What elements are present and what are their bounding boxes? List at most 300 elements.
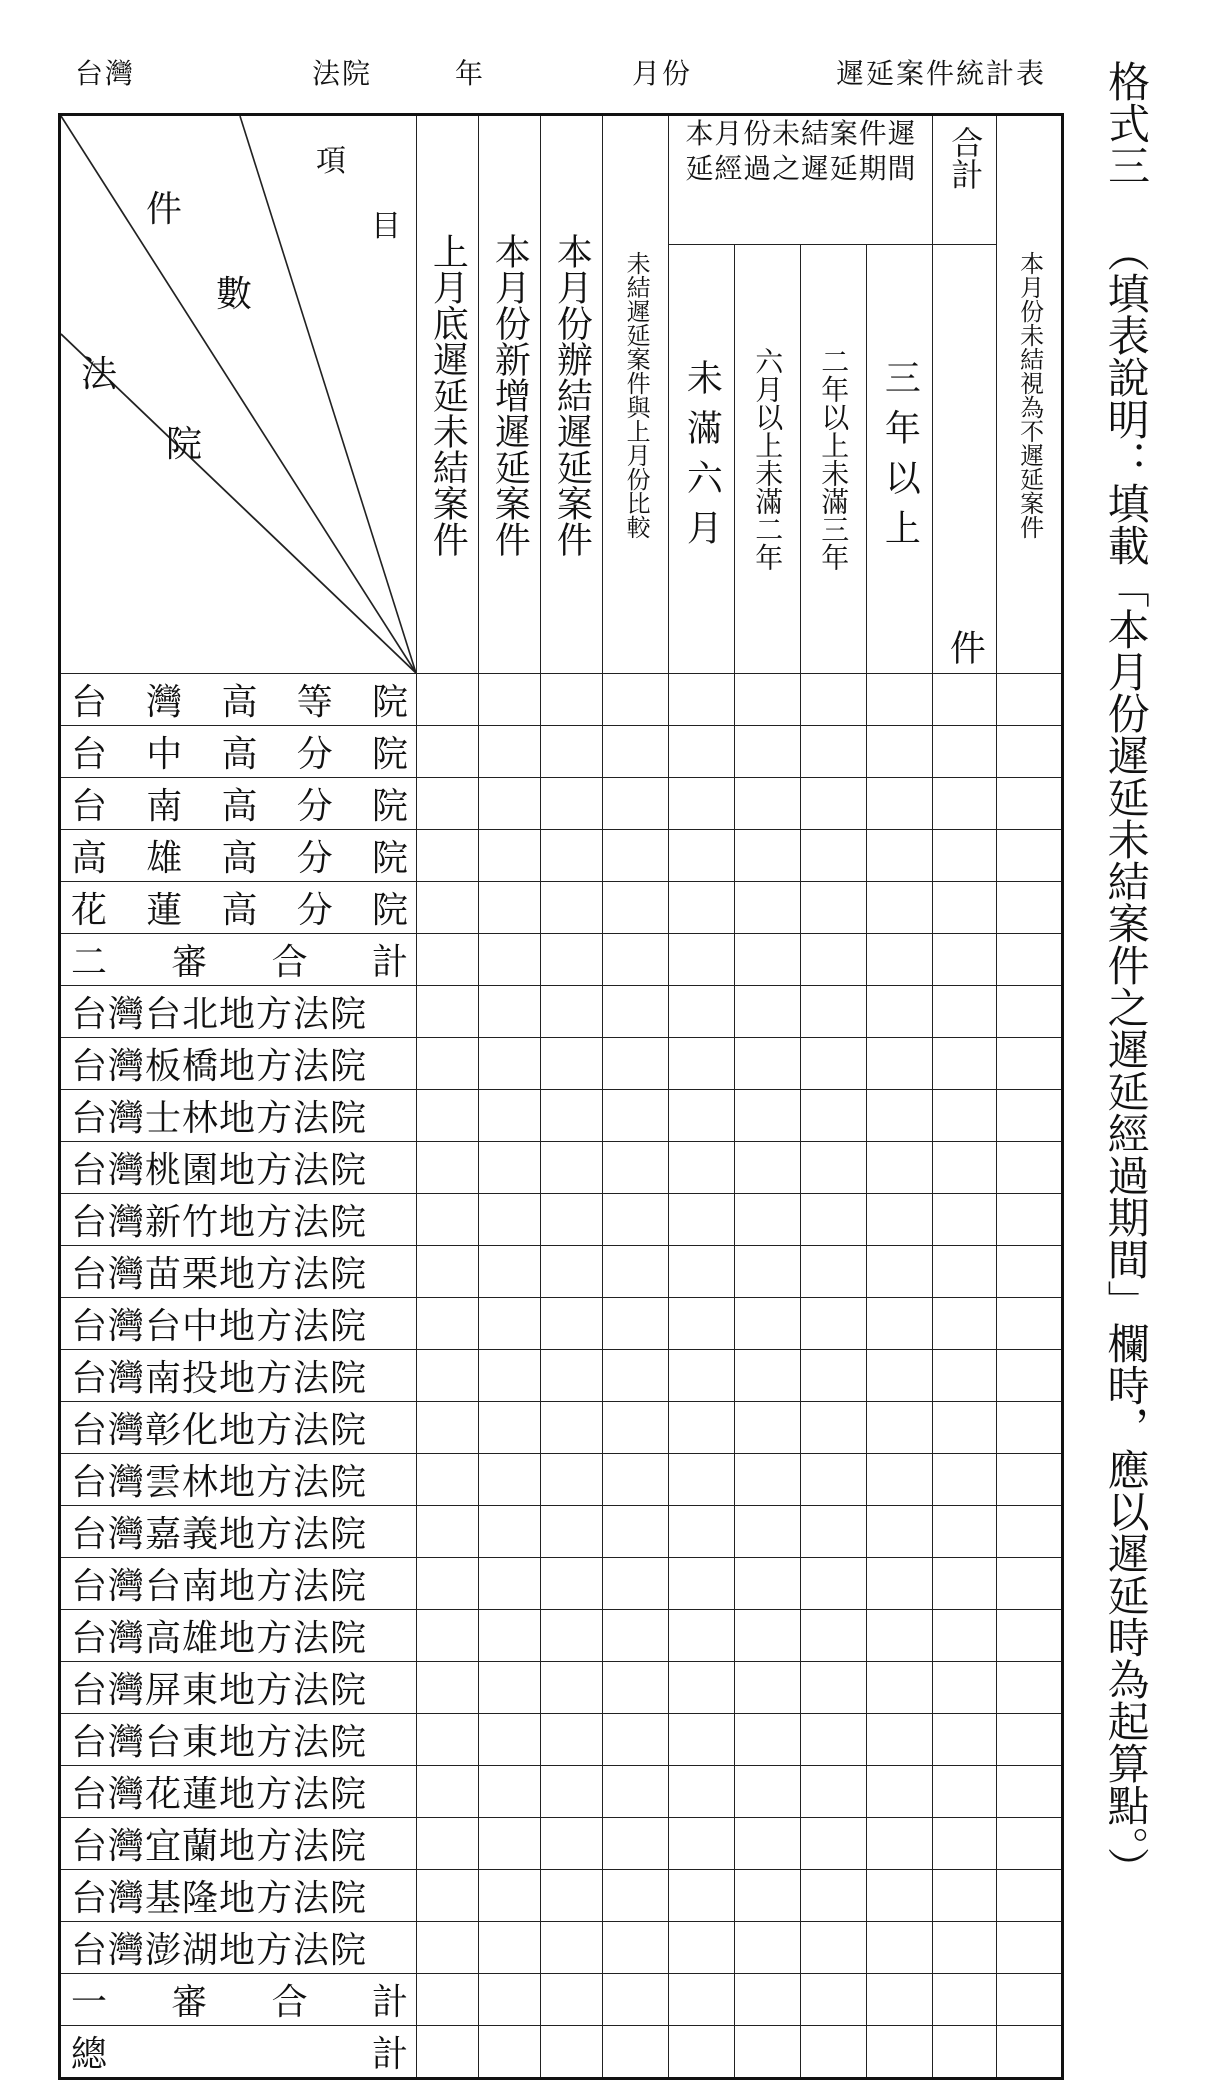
data-cell[interactable] bbox=[997, 1246, 1063, 1298]
data-cell[interactable] bbox=[479, 1402, 541, 1454]
data-cell[interactable] bbox=[735, 1922, 801, 1974]
data-cell[interactable] bbox=[479, 934, 541, 986]
data-cell[interactable] bbox=[867, 726, 933, 778]
data-cell[interactable] bbox=[997, 1714, 1063, 1766]
data-cell[interactable] bbox=[479, 1922, 541, 1974]
data-cell[interactable] bbox=[603, 1402, 669, 1454]
data-cell[interactable] bbox=[997, 778, 1063, 830]
data-cell[interactable] bbox=[669, 986, 735, 1038]
data-cell[interactable] bbox=[735, 1402, 801, 1454]
data-cell[interactable] bbox=[801, 726, 867, 778]
data-cell[interactable] bbox=[997, 986, 1063, 1038]
data-cell[interactable] bbox=[867, 1818, 933, 1870]
data-cell[interactable] bbox=[933, 1610, 997, 1662]
data-cell[interactable] bbox=[735, 1974, 801, 2026]
data-cell[interactable] bbox=[933, 934, 997, 986]
data-cell[interactable] bbox=[933, 1558, 997, 1610]
data-cell[interactable] bbox=[603, 1298, 669, 1350]
data-cell[interactable] bbox=[933, 1506, 997, 1558]
data-cell[interactable] bbox=[603, 1558, 669, 1610]
data-cell[interactable] bbox=[603, 830, 669, 882]
data-cell[interactable] bbox=[669, 934, 735, 986]
data-cell[interactable] bbox=[541, 830, 603, 882]
data-cell[interactable] bbox=[735, 726, 801, 778]
data-cell[interactable] bbox=[801, 1870, 867, 1922]
data-cell[interactable] bbox=[479, 830, 541, 882]
data-cell[interactable] bbox=[933, 1194, 997, 1246]
form-title: 遲延案件統計表 bbox=[836, 57, 1047, 90]
data-cell[interactable] bbox=[997, 1038, 1063, 1090]
data-cell[interactable] bbox=[541, 1922, 603, 1974]
data-cell[interactable] bbox=[541, 726, 603, 778]
data-cell[interactable] bbox=[801, 1298, 867, 1350]
row-label-char: 南 bbox=[146, 786, 183, 827]
row-label-char: 計 bbox=[371, 1982, 408, 2023]
data-cell[interactable] bbox=[867, 1194, 933, 1246]
data-cell[interactable] bbox=[479, 1766, 541, 1818]
data-cell[interactable] bbox=[417, 1194, 479, 1246]
row-label: 台灣桃園地方法院 bbox=[60, 1142, 417, 1194]
data-cell[interactable] bbox=[479, 1350, 541, 1402]
data-cell[interactable] bbox=[735, 830, 801, 882]
data-cell[interactable] bbox=[933, 1662, 997, 1714]
data-cell[interactable] bbox=[801, 778, 867, 830]
data-cell[interactable] bbox=[867, 1350, 933, 1402]
data-cell[interactable] bbox=[933, 1974, 997, 2026]
data-cell[interactable] bbox=[735, 882, 801, 934]
data-cell[interactable] bbox=[867, 1766, 933, 1818]
data-cell[interactable] bbox=[801, 2026, 867, 2079]
data-cell[interactable] bbox=[867, 778, 933, 830]
row-label: 台灣澎湖地方法院 bbox=[60, 1922, 417, 1974]
data-cell[interactable] bbox=[603, 934, 669, 986]
data-cell[interactable] bbox=[867, 1142, 933, 1194]
row-label-char: 分 bbox=[296, 838, 333, 879]
data-cell[interactable] bbox=[735, 1246, 801, 1298]
data-cell[interactable] bbox=[997, 1870, 1063, 1922]
data-cell[interactable] bbox=[933, 830, 997, 882]
data-cell[interactable] bbox=[867, 674, 933, 726]
data-cell[interactable] bbox=[541, 986, 603, 1038]
data-cell[interactable] bbox=[801, 1194, 867, 1246]
data-cell[interactable] bbox=[735, 1090, 801, 1142]
data-cell[interactable] bbox=[603, 1610, 669, 1662]
data-cell[interactable] bbox=[603, 1922, 669, 1974]
table-row bbox=[60, 1402, 1063, 1454]
data-cell[interactable] bbox=[933, 1870, 997, 1922]
corner-count2: 數 bbox=[216, 274, 253, 315]
data-cell[interactable] bbox=[735, 778, 801, 830]
data-cell[interactable] bbox=[479, 2026, 541, 2079]
data-cell[interactable] bbox=[603, 1194, 669, 1246]
data-cell[interactable] bbox=[735, 1662, 801, 1714]
data-cell[interactable] bbox=[417, 986, 479, 1038]
data-cell[interactable] bbox=[933, 778, 997, 830]
data-cell[interactable] bbox=[541, 1558, 603, 1610]
data-cell[interactable] bbox=[541, 1454, 603, 1506]
row-label-char: 院 bbox=[371, 682, 408, 723]
data-cell[interactable] bbox=[417, 1662, 479, 1714]
data-cell[interactable] bbox=[479, 1454, 541, 1506]
data-cell[interactable] bbox=[541, 1818, 603, 1870]
data-cell[interactable] bbox=[541, 1298, 603, 1350]
data-cell[interactable] bbox=[417, 726, 479, 778]
data-cell[interactable] bbox=[735, 674, 801, 726]
data-cell[interactable] bbox=[867, 1870, 933, 1922]
data-cell[interactable] bbox=[603, 726, 669, 778]
data-cell[interactable] bbox=[735, 1350, 801, 1402]
data-cell[interactable] bbox=[933, 1298, 997, 1350]
data-cell[interactable] bbox=[997, 1402, 1063, 1454]
data-cell[interactable] bbox=[801, 1610, 867, 1662]
data-cell[interactable] bbox=[997, 674, 1063, 726]
data-cell[interactable] bbox=[669, 1558, 735, 1610]
data-cell[interactable] bbox=[603, 1662, 669, 1714]
data-cell[interactable] bbox=[417, 1298, 479, 1350]
data-cell[interactable] bbox=[669, 1922, 735, 1974]
data-cell[interactable] bbox=[735, 1766, 801, 1818]
data-cell[interactable] bbox=[541, 1038, 603, 1090]
data-cell[interactable] bbox=[541, 1402, 603, 1454]
data-cell[interactable] bbox=[801, 1558, 867, 1610]
data-cell[interactable] bbox=[417, 1922, 479, 1974]
data-cell[interactable] bbox=[479, 986, 541, 1038]
data-cell[interactable] bbox=[997, 1298, 1063, 1350]
data-cell[interactable] bbox=[603, 1350, 669, 1402]
data-cell[interactable] bbox=[867, 882, 933, 934]
data-cell[interactable] bbox=[603, 1870, 669, 1922]
data-cell[interactable] bbox=[603, 882, 669, 934]
data-cell[interactable] bbox=[541, 1090, 603, 1142]
data-cell[interactable] bbox=[541, 1350, 603, 1402]
data-cell[interactable] bbox=[479, 1298, 541, 1350]
data-cell[interactable] bbox=[735, 986, 801, 1038]
data-cell[interactable] bbox=[417, 1142, 479, 1194]
data-cell[interactable] bbox=[541, 1766, 603, 1818]
data-cell[interactable] bbox=[603, 1506, 669, 1558]
data-cell[interactable] bbox=[669, 1506, 735, 1558]
data-cell[interactable] bbox=[417, 1246, 479, 1298]
data-cell[interactable] bbox=[603, 2026, 669, 2079]
data-cell[interactable] bbox=[603, 1766, 669, 1818]
data-cell[interactable] bbox=[933, 1922, 997, 1974]
data-cell[interactable] bbox=[867, 1246, 933, 1298]
data-cell[interactable] bbox=[479, 1142, 541, 1194]
data-cell[interactable] bbox=[417, 830, 479, 882]
row-label bbox=[60, 934, 417, 986]
data-cell[interactable] bbox=[933, 726, 997, 778]
data-cell[interactable] bbox=[997, 1922, 1063, 1974]
data-cell[interactable] bbox=[997, 1818, 1063, 1870]
data-cell[interactable] bbox=[479, 1974, 541, 2026]
data-cell[interactable] bbox=[669, 674, 735, 726]
data-cell[interactable] bbox=[417, 934, 479, 986]
row-label-char: 院 bbox=[371, 890, 408, 931]
data-cell[interactable] bbox=[669, 1402, 735, 1454]
data-cell[interactable] bbox=[801, 674, 867, 726]
data-cell[interactable] bbox=[479, 882, 541, 934]
data-cell[interactable] bbox=[479, 1558, 541, 1610]
data-cell[interactable] bbox=[801, 1714, 867, 1766]
data-cell[interactable] bbox=[735, 1194, 801, 1246]
data-cell[interactable] bbox=[735, 1038, 801, 1090]
data-cell[interactable] bbox=[735, 1818, 801, 1870]
data-cell[interactable] bbox=[801, 1090, 867, 1142]
data-cell[interactable] bbox=[669, 1350, 735, 1402]
data-cell[interactable] bbox=[867, 1090, 933, 1142]
row-label-char: 合 bbox=[271, 942, 308, 983]
data-cell[interactable] bbox=[669, 1246, 735, 1298]
data-cell[interactable] bbox=[801, 1506, 867, 1558]
data-cell[interactable] bbox=[479, 1818, 541, 1870]
data-cell[interactable] bbox=[735, 1506, 801, 1558]
data-cell[interactable] bbox=[801, 1818, 867, 1870]
data-cell[interactable] bbox=[479, 726, 541, 778]
data-cell[interactable] bbox=[417, 1766, 479, 1818]
data-cell[interactable] bbox=[801, 1454, 867, 1506]
data-cell[interactable] bbox=[417, 1350, 479, 1402]
data-cell[interactable] bbox=[669, 1766, 735, 1818]
data-cell[interactable] bbox=[997, 1766, 1063, 1818]
data-cell[interactable] bbox=[541, 1870, 603, 1922]
data-cell[interactable] bbox=[603, 986, 669, 1038]
data-cell[interactable] bbox=[603, 778, 669, 830]
table-row bbox=[60, 1090, 1063, 1142]
data-cell[interactable] bbox=[669, 1142, 735, 1194]
data-cell[interactable] bbox=[479, 1194, 541, 1246]
data-cell[interactable] bbox=[479, 778, 541, 830]
data-cell[interactable] bbox=[933, 1402, 997, 1454]
data-cell[interactable] bbox=[541, 1714, 603, 1766]
row-label bbox=[60, 1974, 417, 2026]
data-cell[interactable] bbox=[801, 1402, 867, 1454]
data-cell[interactable] bbox=[417, 1974, 479, 2026]
data-cell[interactable] bbox=[417, 1870, 479, 1922]
data-cell[interactable] bbox=[997, 726, 1063, 778]
data-cell[interactable] bbox=[541, 1506, 603, 1558]
data-cell[interactable] bbox=[933, 1142, 997, 1194]
data-cell[interactable] bbox=[417, 1558, 479, 1610]
data-cell[interactable] bbox=[541, 934, 603, 986]
data-cell[interactable] bbox=[603, 1974, 669, 2026]
data-cell[interactable] bbox=[933, 1766, 997, 1818]
col-under-6-months: 未滿六月 bbox=[669, 245, 735, 674]
data-cell[interactable] bbox=[801, 1974, 867, 2026]
data-cell[interactable] bbox=[669, 1454, 735, 1506]
data-cell[interactable] bbox=[933, 1038, 997, 1090]
data-cell[interactable] bbox=[997, 1974, 1063, 2026]
data-cell[interactable] bbox=[997, 1142, 1063, 1194]
col-new-delayed: 本月份新增遲延案件 bbox=[479, 115, 541, 674]
data-cell[interactable] bbox=[933, 1818, 997, 1870]
data-cell[interactable] bbox=[801, 1038, 867, 1090]
data-cell[interactable] bbox=[603, 1090, 669, 1142]
data-cell[interactable] bbox=[867, 1402, 933, 1454]
data-cell[interactable] bbox=[541, 778, 603, 830]
data-cell[interactable] bbox=[997, 1194, 1063, 1246]
data-cell[interactable] bbox=[541, 1142, 603, 1194]
data-cell[interactable] bbox=[867, 1298, 933, 1350]
data-cell[interactable] bbox=[867, 934, 933, 986]
data-cell[interactable] bbox=[669, 1818, 735, 1870]
data-cell[interactable] bbox=[417, 2026, 479, 2079]
data-cell[interactable] bbox=[933, 1714, 997, 1766]
data-cell[interactable] bbox=[541, 1194, 603, 1246]
data-cell[interactable] bbox=[997, 1454, 1063, 1506]
data-cell[interactable] bbox=[417, 778, 479, 830]
data-cell[interactable] bbox=[997, 1610, 1063, 1662]
data-cell[interactable] bbox=[867, 2026, 933, 2079]
data-cell[interactable] bbox=[603, 1246, 669, 1298]
data-cell[interactable] bbox=[997, 1662, 1063, 1714]
header-month: 月份 bbox=[632, 57, 693, 90]
data-cell[interactable] bbox=[735, 1558, 801, 1610]
data-cell[interactable] bbox=[479, 1246, 541, 1298]
data-cell[interactable] bbox=[933, 1090, 997, 1142]
data-cell[interactable] bbox=[735, 1870, 801, 1922]
data-cell[interactable] bbox=[417, 1402, 479, 1454]
data-cell[interactable] bbox=[867, 1038, 933, 1090]
data-cell[interactable] bbox=[541, 674, 603, 726]
table-row bbox=[60, 726, 1063, 778]
data-cell[interactable] bbox=[417, 1506, 479, 1558]
data-cell[interactable] bbox=[735, 1610, 801, 1662]
data-cell[interactable] bbox=[735, 934, 801, 986]
data-cell[interactable] bbox=[669, 1298, 735, 1350]
data-cell[interactable] bbox=[541, 882, 603, 934]
data-cell[interactable] bbox=[603, 1454, 669, 1506]
data-cell[interactable] bbox=[541, 1610, 603, 1662]
data-cell[interactable] bbox=[603, 674, 669, 726]
data-cell[interactable] bbox=[867, 1974, 933, 2026]
data-cell[interactable] bbox=[669, 1090, 735, 1142]
data-cell[interactable] bbox=[735, 1298, 801, 1350]
row-label-char: 雄 bbox=[146, 838, 183, 879]
data-cell[interactable] bbox=[867, 1558, 933, 1610]
data-cell[interactable] bbox=[417, 1610, 479, 1662]
corner-item: 項 bbox=[316, 144, 346, 179]
data-cell[interactable] bbox=[417, 1038, 479, 1090]
data-cell[interactable] bbox=[603, 1818, 669, 1870]
data-cell[interactable] bbox=[669, 2026, 735, 2079]
data-cell[interactable] bbox=[997, 1558, 1063, 1610]
data-cell[interactable] bbox=[669, 726, 735, 778]
data-cell[interactable] bbox=[603, 1142, 669, 1194]
data-cell[interactable] bbox=[417, 882, 479, 934]
data-cell[interactable] bbox=[603, 1038, 669, 1090]
data-cell[interactable] bbox=[669, 1974, 735, 2026]
data-cell[interactable] bbox=[801, 830, 867, 882]
data-cell[interactable] bbox=[801, 1766, 867, 1818]
data-cell[interactable] bbox=[669, 778, 735, 830]
row-label-char: 審 bbox=[171, 1982, 208, 2023]
table-row bbox=[60, 778, 1063, 830]
data-cell[interactable] bbox=[479, 1506, 541, 1558]
data-cell[interactable] bbox=[669, 1714, 735, 1766]
data-cell[interactable] bbox=[933, 882, 997, 934]
data-cell[interactable] bbox=[417, 1090, 479, 1142]
data-cell[interactable] bbox=[735, 1454, 801, 1506]
data-cell[interactable] bbox=[933, 674, 997, 726]
data-cell[interactable] bbox=[479, 1714, 541, 1766]
data-cell[interactable] bbox=[801, 882, 867, 934]
data-cell[interactable] bbox=[417, 1714, 479, 1766]
data-cell[interactable] bbox=[479, 1090, 541, 1142]
data-cell[interactable] bbox=[933, 2026, 997, 2079]
data-cell[interactable] bbox=[997, 882, 1063, 934]
data-cell[interactable] bbox=[801, 1246, 867, 1298]
data-cell[interactable] bbox=[541, 2026, 603, 2079]
data-cell[interactable] bbox=[933, 1350, 997, 1402]
data-cell[interactable] bbox=[669, 882, 735, 934]
data-cell[interactable] bbox=[479, 1662, 541, 1714]
data-cell[interactable] bbox=[801, 986, 867, 1038]
row-label-char: 分 bbox=[296, 734, 333, 775]
data-cell[interactable] bbox=[867, 1610, 933, 1662]
data-cell[interactable] bbox=[933, 1454, 997, 1506]
data-cell[interactable] bbox=[933, 1246, 997, 1298]
data-cell[interactable] bbox=[541, 1974, 603, 2026]
data-cell[interactable] bbox=[479, 1610, 541, 1662]
data-cell[interactable] bbox=[997, 830, 1063, 882]
data-cell[interactable] bbox=[669, 1870, 735, 1922]
data-cell[interactable] bbox=[933, 986, 997, 1038]
data-cell[interactable] bbox=[867, 1922, 933, 1974]
data-cell[interactable] bbox=[669, 830, 735, 882]
row-label-char: 分 bbox=[296, 890, 333, 931]
data-cell[interactable] bbox=[735, 1714, 801, 1766]
row-label-char: 灣 bbox=[146, 682, 183, 723]
data-cell[interactable] bbox=[801, 934, 867, 986]
data-cell[interactable] bbox=[801, 1350, 867, 1402]
data-cell[interactable] bbox=[735, 1142, 801, 1194]
row-label-char: 高 bbox=[221, 786, 258, 827]
data-cell[interactable] bbox=[997, 1350, 1063, 1402]
data-cell[interactable] bbox=[867, 1662, 933, 1714]
data-cell[interactable] bbox=[479, 674, 541, 726]
data-cell[interactable] bbox=[417, 674, 479, 726]
corner-court2: 院 bbox=[166, 424, 203, 465]
data-cell[interactable] bbox=[541, 1246, 603, 1298]
data-cell[interactable] bbox=[541, 1662, 603, 1714]
data-cell[interactable] bbox=[479, 1870, 541, 1922]
data-cell[interactable] bbox=[997, 1090, 1063, 1142]
data-cell[interactable] bbox=[417, 1818, 479, 1870]
data-cell[interactable] bbox=[801, 1662, 867, 1714]
data-cell[interactable] bbox=[735, 2026, 801, 2079]
data-cell[interactable] bbox=[417, 1454, 479, 1506]
table-row bbox=[60, 1142, 1063, 1194]
data-cell[interactable] bbox=[603, 1714, 669, 1766]
data-cell[interactable] bbox=[997, 2026, 1063, 2079]
data-cell[interactable] bbox=[801, 1142, 867, 1194]
header-year: 年 bbox=[455, 57, 486, 90]
data-cell[interactable] bbox=[867, 986, 933, 1038]
data-cell[interactable] bbox=[669, 1038, 735, 1090]
data-cell[interactable] bbox=[867, 830, 933, 882]
data-cell[interactable] bbox=[669, 1194, 735, 1246]
data-cell[interactable] bbox=[801, 1922, 867, 1974]
data-cell[interactable] bbox=[669, 1610, 735, 1662]
data-cell[interactable] bbox=[669, 1662, 735, 1714]
data-cell[interactable] bbox=[479, 1038, 541, 1090]
data-cell[interactable] bbox=[997, 934, 1063, 986]
corner-item2: 目 bbox=[371, 209, 401, 244]
data-cell[interactable] bbox=[867, 1506, 933, 1558]
data-cell[interactable] bbox=[867, 1454, 933, 1506]
data-cell[interactable] bbox=[997, 1506, 1063, 1558]
data-cell[interactable] bbox=[867, 1714, 933, 1766]
